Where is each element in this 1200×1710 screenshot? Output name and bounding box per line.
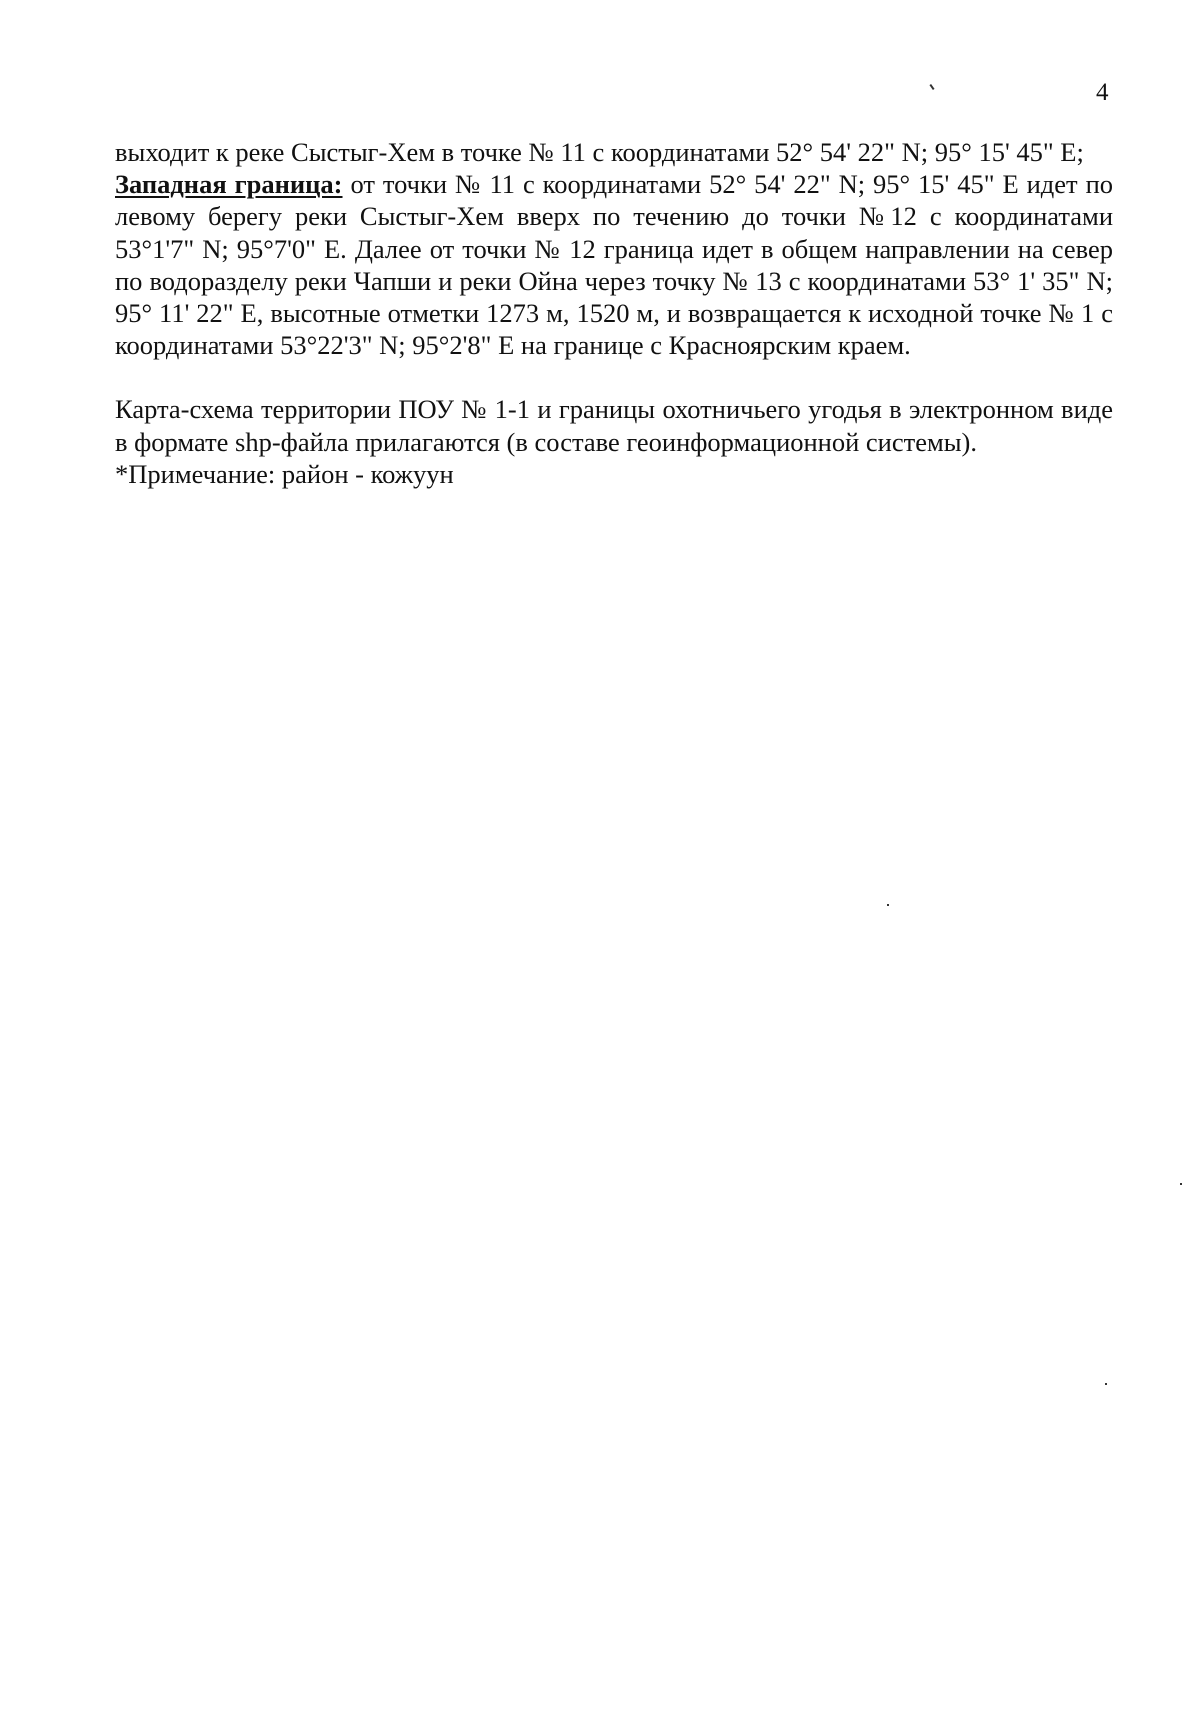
scan-artifact — [887, 904, 889, 906]
section-title-west-boundary: Западная граница: — [115, 169, 343, 200]
paragraph-map-scheme: Карта-схема территории ПОУ № 1-1 и границы охотничьего угодья в электронном виде в формате shp-файла прилагаются (в составе геоинформационной системы). — [115, 394, 1113, 457]
scan-artifact — [1105, 1383, 1107, 1385]
paragraph-spacer — [115, 361, 1113, 393]
paragraph-west-boundary — [115, 168, 1113, 361]
scan-artifact — [1180, 1183, 1182, 1185]
scan-artifact — [929, 84, 934, 90]
page-number: 4 — [1096, 79, 1109, 106]
west-boundary-text: от точки № 11 с координатами 52° 54' 22" N; 95° 15' 45" E идет по левому берегу реки Сыстыг-Хем вверх по течению до точки №12 с координатами 53°1'7" N; 95°7'0" E. Далее от точки № 12 граница идет в общем направлении на север по водоразделу реки Чапши и реки Ойна через точку № 13 с координатами 53° 1' 35" N; 95° 11' 22" E, высотные отметки 1273 м, 1520 м, и возвращается к исходной точке № 1 с координатами 53°22'3" N; 95°2'8" E на границе с Красноярским краем. — [115, 169, 1113, 361]
paragraph-east-boundary-end: выходит к реке Сыстыг-Хем в точке № 11 с координатами 52° 54' 22" N; 95° 15' 45" E; — [115, 137, 1084, 167]
paragraph-note: *Примечание: район - кожуун — [115, 458, 454, 489]
document-body — [115, 136, 1113, 490]
